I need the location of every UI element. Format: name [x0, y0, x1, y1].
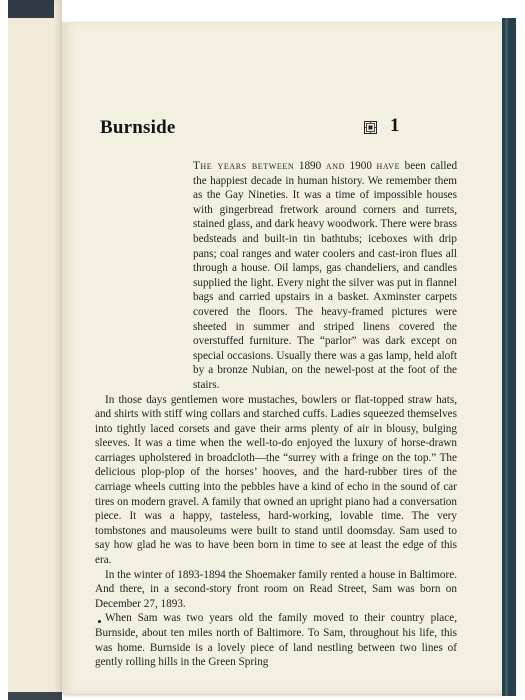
paragraph-1 — [95, 159, 457, 393]
paragraph-1-have: have — [376, 160, 401, 172]
paragraph-1-year-start: 1890 — [298, 160, 322, 172]
spine-highlight — [505, 18, 508, 696]
paragraph-1-text: been called the happiest decade in human history. We remember them as the Gay Nineties. It was a time of impossible houses with gingerbread fretwork around corners and turrets, stained glass, and dark heavy woodwork. There were brass bedsteads and built-in tin bathtubs; iceboxes with drip pans; coal ranges and water coolers and cast-iron flues all through a house. Oil lamps, gas chandeliers, and candles supplied the light. Every night the silver was put in flannel bags and carried upstairs in a basket. Axminster carpets covered the floors. The heavy-framed pictures were sheeted in summer and striped linens covered the overstuffed furniture. The “parlor” was dark except on special occasions. Usually there was a gas lamp, held aloft by a bronze Nubian, on the newel-post at the foot of the stairs. — [193, 160, 458, 391]
paragraph-2: In those days gentlemen wore mustaches, bowlers or flat-topped straw hats, and shirts with stiff wing collars and starched cuffs. Ladies squeezed themselves into tightly laced corsets and gave their arms plenty of air in blousy, bulging sleeves. It was a time when the well-to-do enjoyed the luxury of horse-drawn carriages upholstered in broadcloth—the “surrey with a fringe on the top.” The delicious plop-plop of the horses’ hooves, and the hard-rubber tires of the carriage wheels cutting into the pebbles have a kind of echo in the sound of car tires on modern gravel. A family that owned an upright piano had a conversation piece. It was a happy, tasteless, hard-working, lovable time. The very tombstones and mausoleums were built to stand until doomsday. Sam used to say how glad he was to have been born in time to see at least the edge of this era. — [95, 393, 457, 567]
paragraph-1-and: and — [325, 160, 345, 172]
chapter-ornament-icon — [364, 121, 377, 134]
paragraph-4: When Sam was two years old the family moved to their country place, Burnside, about ten miles north of Baltimore. To Sam, throughout his life, this was home. Burnside is a lovely piece of land nestling between two lines of gently rolling hills in the Green Spring — [95, 612, 457, 669]
page-mark — [98, 620, 101, 623]
paragraph-3: In the winter of 1893-1894 the Shoemaker family rented a house in Baltimore. And there, in a second-story front room on Read Street, Sam was born on December 27, 1893. — [95, 568, 457, 610]
book-spine-right — [502, 18, 516, 696]
body-text — [95, 159, 457, 670]
book-cover-left — [8, 0, 62, 700]
chapter-number: 1 — [390, 115, 400, 136]
paragraph-1-lead: The years between — [193, 160, 295, 172]
paragraph-1-year-end: 1900 — [349, 160, 372, 172]
cover-edge-top — [8, 0, 54, 18]
chapter-title: Burnside — [100, 117, 176, 138]
cover-edge-bottom — [8, 692, 62, 700]
